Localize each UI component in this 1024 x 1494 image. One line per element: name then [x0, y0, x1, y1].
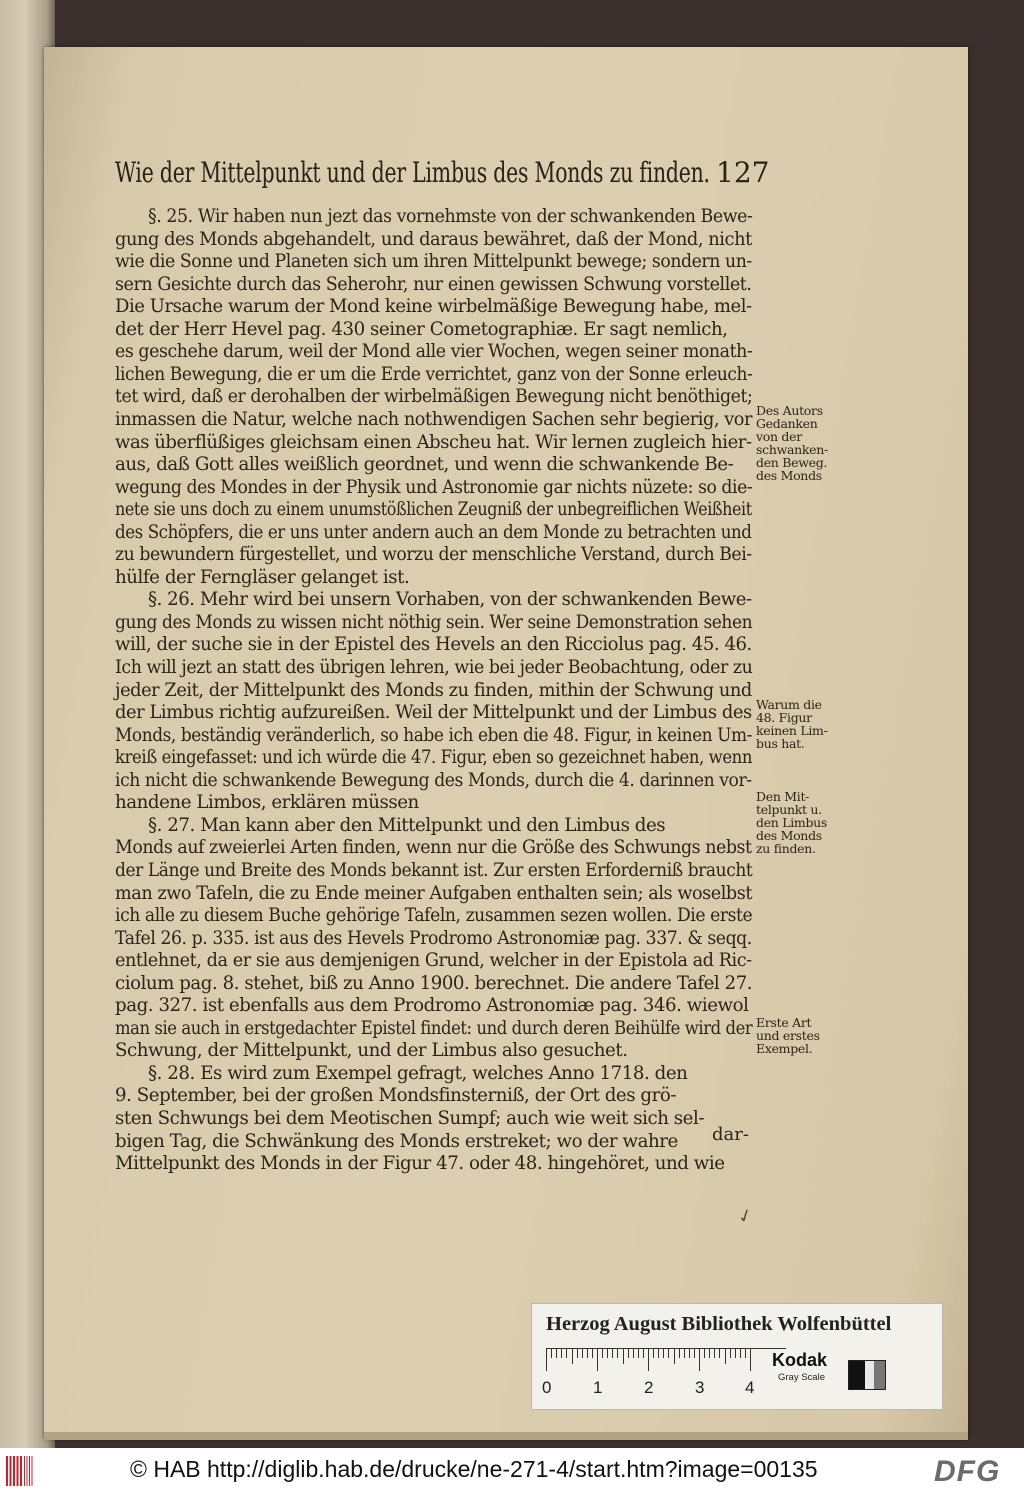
scale-number-0: 0: [542, 1378, 552, 1397]
margin-note-2: [756, 698, 828, 750]
ruler-tick: [714, 1349, 715, 1358]
text-line: §. 27. Man kann aber den Mittelpunkt und den Limbus des: [148, 814, 666, 836]
text-line: aus, daß Gott alles weißlich geordnet, und wenn die schwankende Be-: [115, 454, 734, 476]
text-line: Monds, beständig veränderlich, so habe ich eben die 48. Figur, in keinen Um-: [115, 724, 752, 746]
text-line: ich nicht die schwankende Bewegung des Monds, durch die 4. darinnen vor-: [115, 769, 752, 791]
text-line: will, der suche sie in der Epistel des Hevels an den Ricciolus pag. 45. 46.: [115, 634, 752, 656]
ruler-tick: [546, 1349, 547, 1371]
text-line: inmassen die Natur, welche nach nothwendigen Sachen sehr begierig, vor: [115, 408, 753, 430]
ruler-tick: [658, 1349, 659, 1358]
ruler-tick: [745, 1349, 746, 1358]
text-line: §. 25. Wir haben nun jezt das vornehmste von der schwankenden Bewe-: [148, 206, 753, 227]
ruler-tick: [577, 1349, 578, 1358]
ruler-tick: [704, 1349, 705, 1358]
margin-note-3: [756, 790, 827, 855]
margin-note-4: [756, 1016, 820, 1055]
scale-number-1: 1: [593, 1378, 603, 1397]
margin-note-line: schwanken-: [756, 442, 828, 457]
ruler-tick: [709, 1349, 710, 1358]
text-line: es geschehe darum, weil der Mond alle vier Wochen, wegen seiner monath-: [115, 341, 753, 363]
ruler-tick: [719, 1349, 720, 1358]
text-line: der Limbus richtig aufzureißen. Weil der Mittelpunkt und der Limbus des: [115, 702, 752, 724]
ruler-tick: [750, 1349, 751, 1371]
ruler-tick: [623, 1349, 624, 1364]
ruler-tick: [566, 1349, 567, 1358]
ruler-tick: [607, 1349, 608, 1358]
margin-note-line: keinen Lim-: [756, 723, 828, 738]
ruler-tick: [699, 1349, 700, 1371]
text-line: gung des Monds zu wissen nicht nöthig sein. Wer seine Demonstration sehen: [115, 611, 753, 633]
text-line: §. 26. Mehr wird bei unsern Vorhaben, von der schwankenden Bewe-: [148, 589, 752, 611]
text-line: Ich will jezt an statt des übrigen lehren, wie bei jeder Beobachtung, oder zu: [115, 657, 753, 678]
text-line: Die Ursache warum der Mond keine wirbelmäßige Bewegung habe, mel-: [115, 296, 752, 318]
text-line: kreiß eingefasset: und ich würde die 47. Figur, eben so gezeichnet haben, wenn: [115, 747, 753, 769]
text-line: sten Schwungs bei dem Meotischen Sumpf; auch wie weit sich sel-: [115, 1108, 705, 1129]
scale-number-3: 3: [695, 1378, 705, 1397]
margin-note-line: des Monds: [756, 828, 822, 843]
ruler-tick: [694, 1349, 695, 1358]
text-line: wie die Sonne und Planeten sich um ihren Mittelpunkt bewege; sondern un-: [115, 251, 752, 273]
margin-note-line: und erstes: [756, 1028, 820, 1043]
measurement-ruler: [546, 1348, 786, 1371]
ruler-tick: [679, 1349, 680, 1358]
text-line: jeder Zeit, der Mittelpunkt des Monds zu finden, mithin der Schwung und: [115, 679, 752, 701]
text-line: nete sie uns doch zu einem unumstößlichen Zeugniß der unbegreiflichen Weißheit: [115, 499, 752, 521]
text-line: entlehnet, da er sie aus demjenigen Grund, welcher in der Epistola ad Ric-: [115, 950, 752, 972]
margin-note-line: von der: [756, 429, 802, 444]
margin-note-line: 48. Figur: [756, 710, 812, 725]
text-line: der Länge und Breite des Monds bekannt ist. Zur ersten Erforderniß braucht: [115, 859, 753, 881]
margin-note-line: den Limbus: [756, 815, 828, 830]
text-line: handene Limbos, erklären müssen: [115, 792, 419, 814]
barcode-icon-secondary: [24, 1456, 34, 1486]
ruler-tick: [633, 1349, 634, 1358]
ruler-tick: [648, 1349, 649, 1371]
margin-note-line: bus hat.: [756, 736, 805, 751]
text-line: was überflüßiges gleichsam einen Abscheu hat. Wir lernen zugleich hier-: [115, 431, 752, 453]
margin-note-line: Warum die: [756, 697, 822, 712]
text-line: tet wird, daß er derohalben der wirbelmäßigen Bewegung nicht benöthiget;: [115, 386, 753, 408]
ruler-tick: [587, 1349, 588, 1358]
ruler-tick: [561, 1349, 562, 1358]
text-line: gung des Monds abgehandelt, und daraus bewähret, daß der Mond, nicht: [115, 228, 752, 250]
ruler-tick: [572, 1349, 573, 1364]
text-line: §. 28. Es wird zum Exempel gefragt, welches Anno 1718. den: [148, 1062, 688, 1084]
text-line: det der Herr Hevel pag. 430 seiner Cometographiæ. Er sagt nemlich,: [115, 318, 728, 340]
margin-note-line: den Beweg.: [756, 455, 828, 470]
text-line: hülfe der Ferngläser gelanget ist.: [115, 566, 410, 588]
margin-note-line: Exempel.: [756, 1041, 813, 1056]
footer-bar: [0, 1448, 1024, 1494]
ruler-tick: [556, 1349, 557, 1358]
ruler-tick: [592, 1349, 593, 1358]
text-line: ich alle zu diesem Buche gehörige Tafeln, zusammen sezen wollen. Die erste: [115, 905, 753, 927]
footer-credit-link[interactable]: © HAB http://diglib.hab.de/drucke/ne-271-4/start.htm?image=00135: [130, 1456, 818, 1482]
ruler-tick: [612, 1349, 613, 1358]
ruler-tick: [628, 1349, 629, 1358]
ruler-tick: [663, 1349, 664, 1358]
text-line: lichen Bewegung, die er um die Erde verrichtet, ganz von der Sonne erleuch-: [115, 363, 753, 385]
institution-name: Herzog August Bibliothek Wolfenbüttel: [546, 1313, 892, 1335]
library-label: [531, 1303, 943, 1410]
scale-number-4: 4: [745, 1378, 755, 1397]
text-line: 9. September, bei der großen Mondsfinsterniß, der Ort des grö-: [115, 1085, 677, 1107]
text-line: ciolum pag. 8. stehet, biß zu Anno 1900. berechnet. Die andere Tafel 27.: [115, 972, 753, 994]
margin-note-line: Den Mit-: [756, 789, 810, 804]
page-bottom-edge: [44, 1432, 968, 1440]
barcode-icon: [6, 1456, 22, 1486]
catchword: dar-: [712, 1124, 749, 1145]
ruler-tick: [638, 1349, 639, 1358]
text-line: sern Gesichte durch das Seherohr, nur einen gewissen Schwung vorstellet.: [115, 273, 752, 295]
scale-number-2: 2: [644, 1378, 654, 1397]
text-line: Tafel 26. p. 335. ist aus des Hevels Prodromo Astronomiæ pag. 337. & seqq.: [115, 927, 752, 949]
text-line: man zwo Tafeln, die zu Ende meiner Aufgaben enthalten sein; als woselbst: [115, 882, 752, 904]
ruler-tick: [653, 1349, 654, 1358]
text-line: Schwung, der Mittelpunkt, und der Limbus also gesuchet.: [115, 1040, 628, 1062]
gray-scale-label: Gray Scale: [778, 1372, 825, 1383]
margin-note-line: des Monds: [756, 468, 822, 483]
margin-note-line: zu finden.: [756, 841, 816, 856]
text-line: Mittelpunkt des Monds in der Figur 47. oder 48. hingehöret, und wie: [115, 1153, 725, 1175]
gray-scale-swatch: [848, 1360, 886, 1390]
ruler-tick: [725, 1349, 726, 1364]
margin-note-line: telpunkt u.: [756, 802, 822, 817]
ruler-tick: [668, 1349, 669, 1358]
ruler-tick: [740, 1349, 741, 1358]
margin-note-line: Gedanken: [756, 416, 818, 431]
ruler-tick: [730, 1349, 731, 1358]
ruler-tick: [597, 1349, 598, 1371]
dfg-logo: DFG: [934, 1455, 1001, 1488]
margin-note-line: Des Autors: [756, 403, 823, 418]
ruler-tick: [643, 1349, 644, 1358]
ink-mark: ✓: [734, 1204, 757, 1229]
page-number: 127: [716, 156, 770, 189]
running-head: Wie der Mittelpunkt und der Limbus des Monds zu finden.: [115, 156, 710, 189]
ruler-tick: [551, 1349, 552, 1358]
kodak-logo: Kodak: [772, 1350, 828, 1370]
text-line: Monds auf zweierlei Arten finden, wenn nur die Größe des Schwungs nebst: [115, 837, 752, 859]
text-line: man sie auch in erstgedachter Epistel findet: und durch deren Beihülfe wird der: [115, 1017, 753, 1039]
margin-note-1: [756, 404, 828, 482]
ruler-tick: [602, 1349, 603, 1358]
ruler-tick: [582, 1349, 583, 1358]
ruler-tick: [689, 1349, 690, 1358]
ruler-tick: [617, 1349, 618, 1358]
text-line: des Schöpfers, die er uns unter andern auch an dem Monde zu betrachten und: [115, 521, 752, 543]
ruler-tick: [735, 1349, 736, 1358]
margin-note-line: Erste Art: [756, 1015, 812, 1030]
text-line: bigen Tag, die Schwänkung des Monds erstreket; wo der wahre: [115, 1130, 678, 1152]
ruler-tick: [674, 1349, 675, 1364]
text-line: pag. 327. ist ebenfalls aus dem Prodromo Astronomiæ pag. 346. wiewol: [115, 995, 749, 1017]
text-line: wegung des Mondes in der Physik und Astronomie gar nichts nüzete: so die-: [115, 476, 753, 498]
text-line: zu bewundern fürgestellet, und worzu der menschliche Verstand, durch Bei-: [115, 544, 752, 566]
ruler-tick: [684, 1349, 685, 1358]
